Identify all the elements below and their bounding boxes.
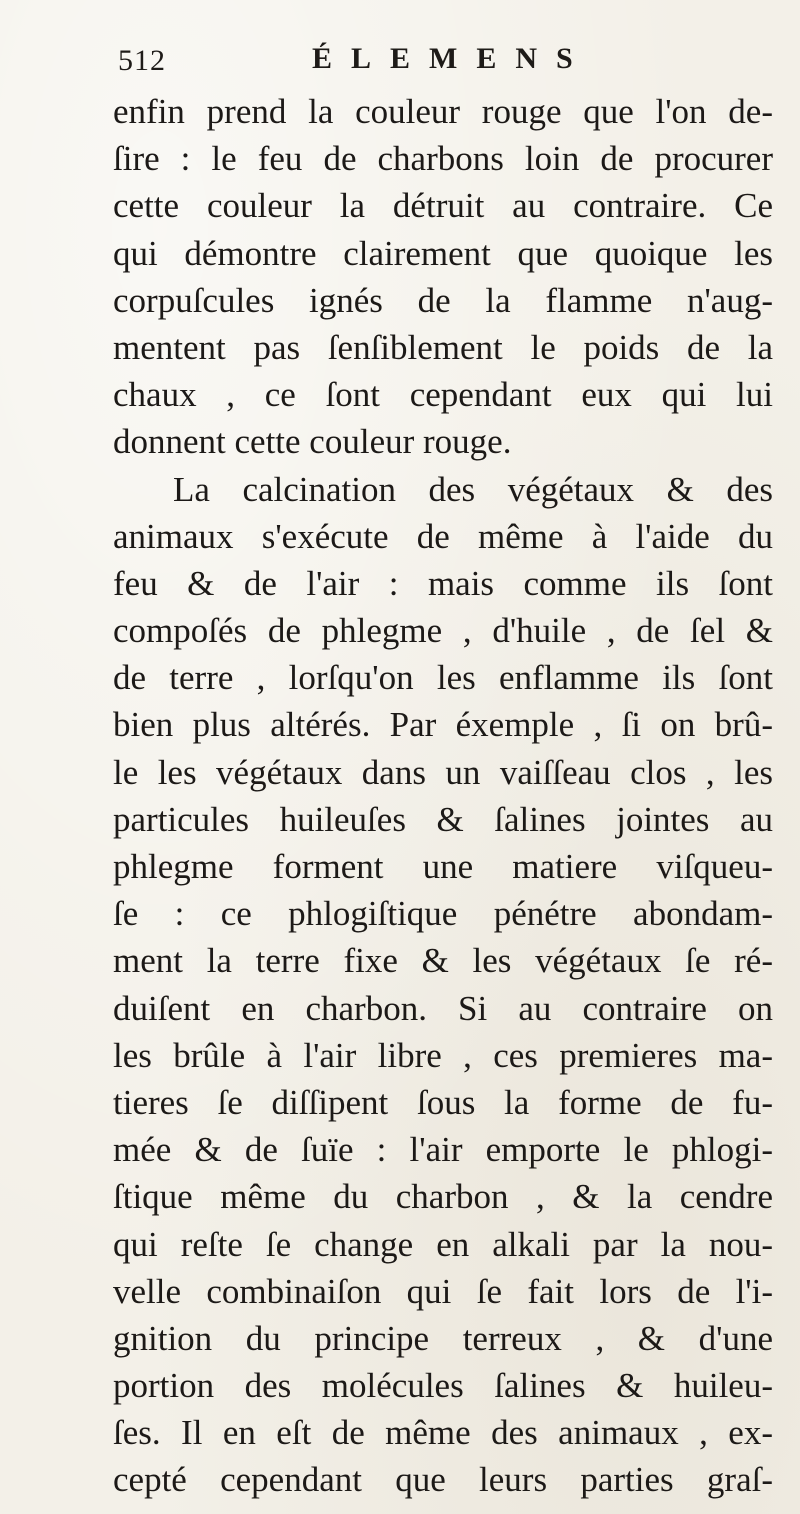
text-line: ſe : ce phlogiſtique pénétre abondam- (113, 894, 773, 934)
text-line: qui démontre clairement que quoique les (113, 233, 773, 273)
text-line: portion des molécules ſalines & huileu- (113, 1366, 773, 1406)
running-head: ÉLEMENS (312, 42, 592, 75)
page-number: 512 (118, 44, 166, 77)
text-line: chaux , ce ſont cependant eux qui lui (113, 375, 773, 415)
text-line: enfin prend la couleur rouge que l'on de- (113, 92, 773, 131)
text-line: les brûle à l'air libre , ces premieres ma- (113, 1035, 773, 1075)
text-line: mée & de ſuïe : l'air emporte le phlogi- (113, 1130, 773, 1170)
text-line: duiſent en charbon. Si au contraire on (113, 988, 773, 1028)
text-line: mentent pas ſenſiblement le poids de la (113, 327, 773, 367)
text-line: particules huileuſes & ſalines jointes au (113, 799, 773, 839)
text-line: qui reſte ſe change en alkali par la nou- (113, 1224, 773, 1264)
text-line: le les végétaux dans un vaiſſeau clos , les (113, 752, 773, 792)
text-line: de terre , lorſqu'on les enflamme ils ſont (113, 658, 773, 698)
text-line: La calcination des végétaux & des (173, 469, 773, 509)
text-line: donnent cette couleur rouge. (113, 422, 512, 462)
text-line: velle combinaiſon qui ſe fait lors de l'i- (113, 1271, 773, 1311)
text-line: ſtique même du charbon , & la cendre (113, 1177, 773, 1217)
text-line: ſes. Il en eſt de même des animaux , ex- (113, 1413, 773, 1453)
text-line: phlegme forment une matiere viſqueu- (113, 847, 773, 886)
text-line: compoſés de phlegme , d'huile , de ſel & (113, 611, 773, 651)
text-line: feu & de l'air : mais comme ils ſont (113, 563, 773, 603)
text-line: corpuſcules ignés de la flamme n'aug- (113, 280, 773, 320)
text-line: ment la terre fixe & les végétaux ſe ré- (113, 941, 773, 981)
text-line: ſire : le feu de charbons loin de procurer (113, 139, 773, 179)
text-line: gnition du principe terreux , & d'une (113, 1318, 773, 1358)
text-line: cepté cependant que leurs parties graſ- (113, 1460, 773, 1500)
body-text (113, 88, 773, 1504)
text-line: animaux s'exécute de même à l'aide du (113, 516, 773, 556)
text-line: bien plus altérés. Par éxemple , ſi on brû- (113, 705, 773, 745)
page-header (118, 30, 718, 86)
text-line: tieres ſe diſſipent ſous la forme de fu- (113, 1082, 773, 1122)
text-line: cette couleur la détruit au contraire. Ce (113, 186, 773, 226)
